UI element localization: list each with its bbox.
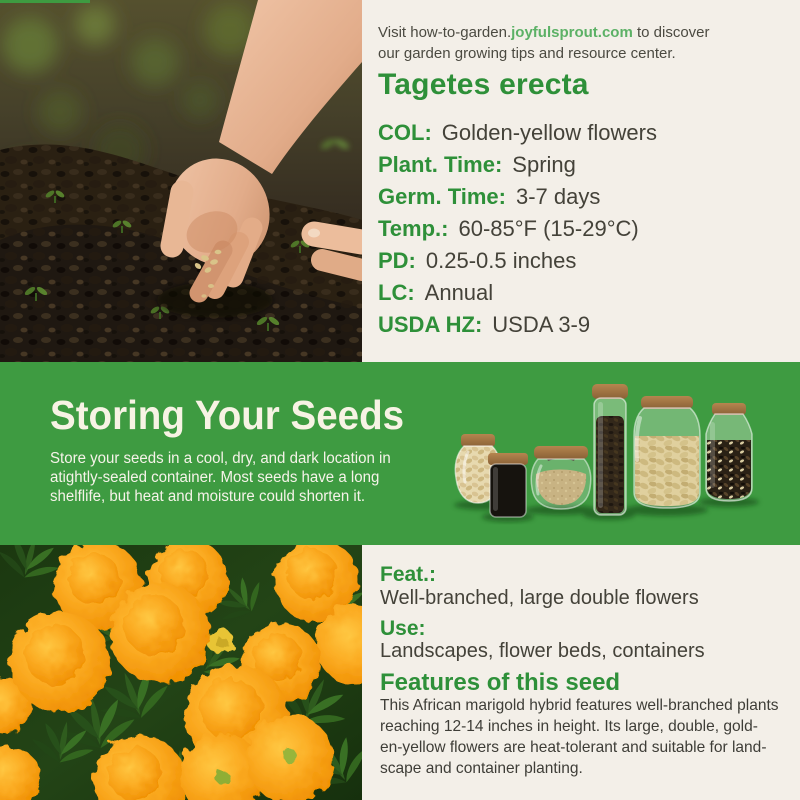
fact-usda-zone — [378, 313, 657, 336]
features-title: Features of this seed — [380, 669, 621, 696]
jar-tan-seeds — [531, 446, 591, 509]
intro-text — [378, 22, 726, 64]
species-title: Tagetes erecta — [378, 68, 589, 101]
fact-value: 0.25-0.5 inches — [425, 248, 577, 273]
seed-details-panel — [362, 545, 800, 800]
marigold-photo — [0, 545, 362, 800]
use-label: Use: — [380, 617, 426, 640]
jar-tall-dark-seeds — [592, 384, 628, 515]
species-info-panel — [362, 0, 800, 362]
feat-value: Well-branched, large double flowers — [380, 587, 699, 609]
fact-label: Plant. Time: — [378, 152, 503, 177]
fact-life-cycle — [378, 281, 657, 304]
fact-planting-depth — [378, 249, 657, 272]
website-link[interactable]: joyfulsprout.com — [511, 24, 633, 41]
intro-prefix: Visit how-to-garden. — [378, 24, 512, 41]
jar-mixed-seeds — [706, 403, 752, 501]
seed-jars-image — [448, 374, 770, 534]
fact-label: PD: — [378, 248, 416, 273]
fact-label: COL: — [378, 120, 432, 145]
fact-temperature — [378, 217, 657, 240]
features-description: This African marigold hybrid features well-branched plants reaching 12-14 inches in height. Its large, double, gold- en-yellow flowers are heat-tolerant and suitable for land- scape and container planting. — [380, 697, 779, 777]
fact-label: Germ. Time: — [378, 184, 506, 209]
jar-pumpkin-seeds — [634, 396, 700, 508]
fact-value: 60-85°F (15-29°C) — [458, 216, 639, 241]
fact-label: Temp.: — [378, 216, 449, 241]
sowing-hand-photo — [0, 0, 362, 362]
storage-banner — [0, 362, 800, 545]
fact-value: 3-7 days — [515, 184, 601, 209]
storage-description: Store your seeds in a cool, dry, and dark location in atightly-sealed container. Most seeds have a long shelflife, but heat and moisture could shorten it. — [50, 450, 391, 505]
fact-value: Annual — [424, 280, 494, 305]
storage-title: Storing Your Seeds — [50, 392, 405, 438]
fact-value: Golden-yellow flowers — [441, 120, 657, 145]
facts-list — [378, 121, 657, 345]
fact-color — [378, 121, 657, 144]
fact-germ-time — [378, 185, 657, 208]
fact-label: LC: — [378, 280, 415, 305]
feat-label: Feat.: — [380, 563, 437, 586]
fact-value: USDA 3-9 — [492, 312, 591, 337]
top-green-sliver — [0, 0, 90, 3]
fact-plant-time — [378, 153, 657, 176]
use-value: Landscapes, flower beds, containers — [380, 640, 705, 662]
jar-black-seeds — [488, 453, 528, 517]
intro-suffix: to discover our garden growing tips and resource center. — [378, 24, 710, 62]
fact-value: Spring — [512, 152, 576, 177]
fact-label: USDA HZ: — [378, 312, 483, 337]
